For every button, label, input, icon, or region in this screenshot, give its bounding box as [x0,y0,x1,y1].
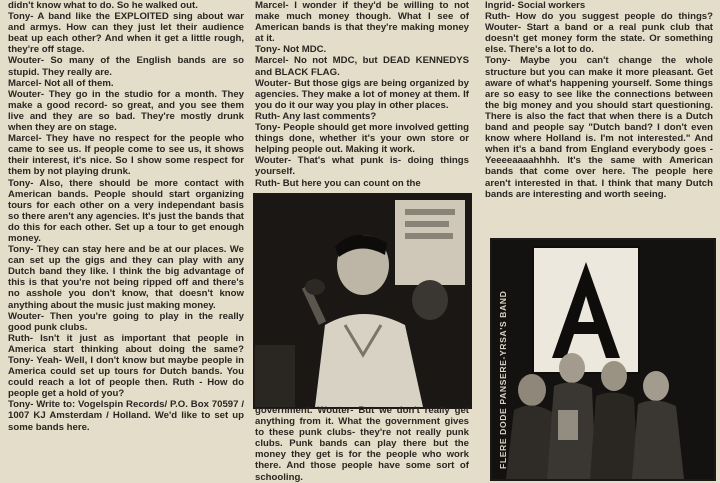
right-paragraph: Ruth- How do you suggest people do things? Wouter- Start a band or a real punk club that doesn't get money form the state. Or something else. There's a lot to do. [485,11,713,56]
left-paragraph: Marcel- They have no respect for the people who came to see us. If people come to see us, it shows their interest, it's nice. So I show some respect for them by not playing drunk. [8,133,244,178]
singer-photo-icon [255,195,470,407]
middle-paragraph: Ruth- But here you can count on the [255,177,421,189]
band-photo [490,238,716,481]
left-paragraph: Tony- Also, there should be more contact with American bands. People should start organizing tours for each other on a very independant basis so there aren't any agencies. It's just the bands that do this for each other. Set up a tour to get enough money. [8,177,244,244]
column-right [485,0,713,200]
right-paragraph: Ingrid- Social workers [485,0,586,11]
left-paragraph: Marcel- Not all of them. [8,77,114,89]
middle-paragraph: Marcel- I wonder if they'd be willing to not make much money though. What I see of American bands is that they're making money at it. [255,0,469,45]
middle-paragraph: Wouter- But those gigs are being organized by agencies. They make a lot of money at them. If you do it our way you play in other places. [255,77,469,111]
singer-photo [253,193,472,409]
left-paragraph: Ruth- Isn't it just as important that people in America start thinking about doing the same? Tony- Yeah- Well, I don't know but maybe people in America could set up tours for Dutch bands. You could reach a lot of people then. Ruth - How do people get a hold of you? [8,332,244,400]
photo-caption: FLERE DODE PANSERE-YRSA'S BAND [498,290,508,470]
right-paragraph: Tony- Maybe you can't change the whole structure but you can make it more pleasant. Get aware of what's happening yourself. Some things are so easy to see like the connections between the big money and you should start questioning. There is also the fact that when there is a Dutch band and people say "Dutch band? I don't even know where Holland is. I'm not interested." And when it's a band from England everybody goes - Yeeeeaaaahhhh. It's the same with American bands that come over here. The people here aren't interested in that. I think that many Dutch bands are interesting and worth seeing. [485,55,713,200]
left-paragraph: Tony- Write to: Vogelspin Records/ P.O. Box 70597 / 1007 KJ Amsterdam / Holland. We'd like to set up some bands here. [8,399,244,433]
left-paragraph: Wouter- So many of the English bands are so stupid. They really are. [8,55,244,78]
middle-paragraph: Tony- Not MDC. [255,44,327,56]
band-members-icon [492,240,714,479]
left-paragraph: Tony- A band like the EXPLOITED sing about war and armys. How can they just let their audience beat up each other? And when it get a little rough, they're off stage. [8,11,244,56]
middle-paragraph: Marcel- No not MDC, but DEAD KENNEDYS and BLACK FLAG. [255,55,469,78]
left-paragraph: didn't know what to do. So he walked out. [8,0,198,11]
middle-bottom-paragraph: government. Wouter- But we don't really get anything from it. What the government gives to these punk clubs- they're not really punk clubs. Punk bands can play there but the money they get is for the people who work there. And those people have some sort of schooling. [255,405,469,483]
middle-paragraph: Wouter- That's what punk is- doing things yourself. [255,155,469,178]
column-left [8,0,244,433]
left-paragraph: Tony- They can stay here and be at our places. We can set up the gigs and they can play with any Dutch band they like. I think the big advantage of this is that you're not being ripped off and there's no asshole you don't know, that doesn't know anything about the music just making money. [8,244,244,311]
column-middle-bottom [255,405,469,483]
middle-paragraph: Tony- People should get more involved getting things done, whether it's your own store or helping people out. Making it work. [255,122,469,156]
column-middle-top [255,0,469,189]
left-paragraph: Wouter- Then you're going to play in the really good punk clubs. [8,310,244,333]
left-paragraph: Wouter- They go in the studio for a month. They make a good record- so great, and you see them live and they are so bad. They're mostly drunk when they are on stage. [8,88,244,134]
middle-paragraph: Ruth- Any last comments? [255,110,377,122]
